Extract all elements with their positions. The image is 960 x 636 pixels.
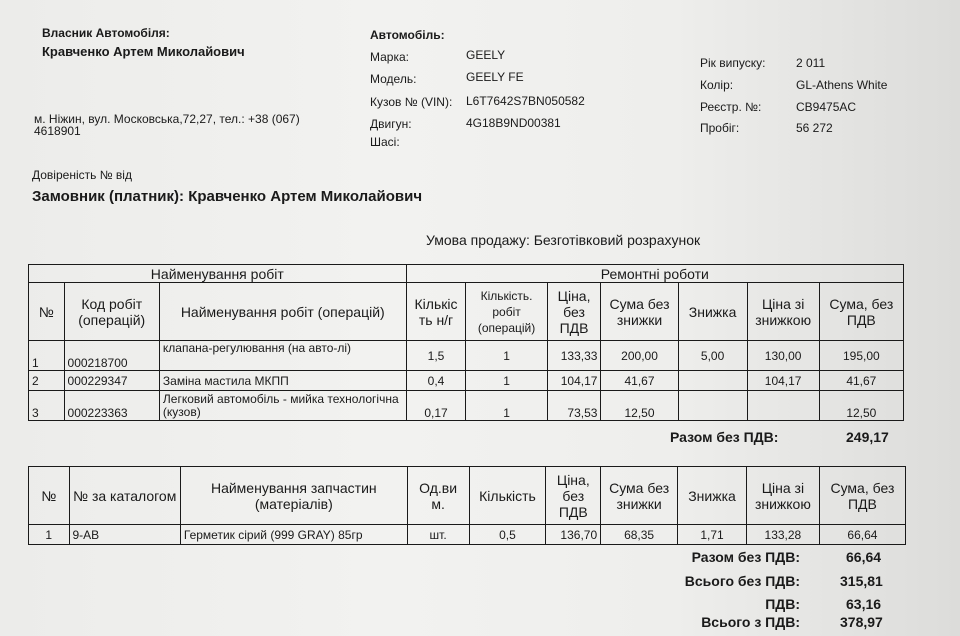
cell-unit: шт. xyxy=(407,525,469,545)
cell-num: 1 xyxy=(29,341,65,371)
vin-value: L6T7642S7BN050582 xyxy=(466,94,585,108)
owner-label: Власник Автомобіля: xyxy=(42,26,170,40)
total-value-2: 315,81 xyxy=(840,573,883,589)
works-h-sum: Сума без знижки xyxy=(601,283,678,341)
parts-h-pdisc: Ціна зі знижкою xyxy=(746,467,819,525)
cell-price: 133,33 xyxy=(547,341,601,371)
cell-total: 195,00 xyxy=(819,341,903,371)
parts-table xyxy=(28,466,906,545)
total-label-3: ПДВ: xyxy=(765,596,800,612)
chassis-label: Шасі: xyxy=(370,135,400,149)
cell-name: Легковий автомобіль - мийка технологічна (кузов) xyxy=(159,391,406,421)
works-h-num: № xyxy=(29,283,65,341)
reg-value: CB9475AC xyxy=(796,100,857,114)
cell-total: 41,67 xyxy=(819,371,903,391)
cell-pdisc: 133,28 xyxy=(746,525,819,545)
cell-code: 000223363 xyxy=(64,391,159,421)
engine-label: Двигун: xyxy=(370,117,412,131)
cell-total: 66,64 xyxy=(819,525,905,545)
mileage-label: Пробіг: xyxy=(700,121,740,135)
year-value: 2 011 xyxy=(796,56,826,70)
parts-h-name: Найменування запчастин (матеріалів) xyxy=(180,467,407,525)
cell-pdisc: 104,17 xyxy=(747,371,819,391)
cell-code: 000218700 xyxy=(64,341,159,371)
sale-condition: Умова продажу: Безготівковий розрахунок xyxy=(426,232,701,248)
engine-value: 4G18B9ND00381 xyxy=(466,116,561,130)
parts-h-total: Сума, без ПДВ xyxy=(819,467,905,525)
color-label: Колір: xyxy=(700,78,734,92)
cell-disc: 1,71 xyxy=(678,525,747,545)
cell-sum: 12,50 xyxy=(601,391,678,421)
works-h-pdisc: Ціна зі знижкою xyxy=(747,283,819,341)
parts-h-price: Ціна, без ПДВ xyxy=(546,467,601,525)
brand-label: Марка: xyxy=(370,50,409,64)
table-row xyxy=(29,341,904,371)
cell-cat: 9-АВ xyxy=(69,525,180,545)
total-value-3: 63,16 xyxy=(846,596,882,612)
cell-total: 12,50 xyxy=(819,391,903,421)
parts-h-num: № xyxy=(29,467,70,525)
total-value-1: 66,64 xyxy=(846,549,882,565)
cell-price: 136,70 xyxy=(546,525,601,545)
vin-label: Кузов № (VIN): xyxy=(370,95,453,109)
cell-sum: 200,00 xyxy=(601,341,678,371)
cell-disc: 5,00 xyxy=(678,341,747,371)
cell-count: 1 xyxy=(466,371,547,391)
mileage-value: 56 272 xyxy=(796,121,833,135)
works-subtotal-value: 249,17 xyxy=(846,429,889,445)
works-h-name: Найменування робіт (операцій) xyxy=(159,283,406,341)
cell-qty: 0,17 xyxy=(406,391,466,421)
total-label-1: Разом без ПДВ: xyxy=(691,549,800,565)
works-group1: Найменування робіт xyxy=(29,265,407,283)
cell-num: 2 xyxy=(29,371,65,391)
cell-price: 73,53 xyxy=(547,391,601,421)
model-label: Модель: xyxy=(370,72,417,86)
table-row xyxy=(29,371,904,391)
cell-num: 1 xyxy=(29,525,70,545)
table-row xyxy=(29,525,906,545)
parts-h-disc: Знижка xyxy=(678,467,747,525)
total-value-4: 378,97 xyxy=(840,614,883,630)
parts-h-qty: Кількість xyxy=(469,467,546,525)
brand-value: GEELY xyxy=(466,48,506,62)
works-table xyxy=(28,264,904,421)
owner-address: м. Ніжин, вул. Московська,72,27, тел.: +38 (067) xyxy=(34,112,300,126)
works-h-total: Сума, без ПДВ xyxy=(819,283,903,341)
cell-count: 1 xyxy=(466,391,547,421)
year-label: Рік випуску: xyxy=(700,56,766,70)
car-header: Автомобіль: xyxy=(370,28,445,42)
cell-name: Герметик сірий (999 GRAY) 85гр xyxy=(180,525,407,545)
cell-qty: 1,5 xyxy=(406,341,466,371)
total-label-4: Всього з ПДВ: xyxy=(701,614,800,630)
cell-num: 3 xyxy=(29,391,65,421)
cell-code: 000229347 xyxy=(64,371,159,391)
cell-qty: 0,4 xyxy=(406,371,466,391)
cell-qty: 0,5 xyxy=(469,525,546,545)
parts-h-sum: Сума без знижки xyxy=(601,467,678,525)
parts-h-cat: № за каталогом xyxy=(69,467,180,525)
works-h-disc: Знижка xyxy=(678,283,747,341)
works-h-price: Ціна, без ПДВ xyxy=(547,283,601,341)
owner-phone: 4618901 xyxy=(34,124,81,138)
cell-sum: 41,67 xyxy=(601,371,678,391)
table-row xyxy=(29,391,904,421)
works-subtotal-label: Разом без ПДВ: xyxy=(670,429,779,445)
cell-disc xyxy=(678,371,747,391)
cell-pdisc: 130,00 xyxy=(747,341,819,371)
model-value: GEELY FE xyxy=(466,70,524,84)
cell-sum: 68,35 xyxy=(601,525,678,545)
total-label-2: Всього без ПДВ: xyxy=(684,573,800,589)
owner-name: Кравченко Артем Миколайович xyxy=(42,44,245,59)
cell-pdisc xyxy=(747,391,819,421)
parts-h-unit: Од.ви м. xyxy=(407,467,469,525)
reg-label: Реєстр. №: xyxy=(700,100,762,114)
works-h-qty: Кількіс ть н/г xyxy=(406,283,466,341)
customer: Замовник (платник): Кравченко Артем Миколайович xyxy=(32,188,423,205)
cell-count: 1 xyxy=(466,341,547,371)
cell-name: клапана-регулювання (на авто-лі) xyxy=(159,341,406,371)
works-group2: Ремонтні роботи xyxy=(406,265,903,283)
works-h-code: Код робіт (операцій) xyxy=(64,283,159,341)
cell-name: Заміна мастила МКПП xyxy=(159,371,406,391)
works-h-count: Кількість. робіт (операцій) xyxy=(466,283,547,341)
power-of-attorney: Довіреність № від xyxy=(32,168,132,182)
color-value: GL-Athens White xyxy=(796,78,888,92)
cell-price: 104,17 xyxy=(547,371,601,391)
cell-disc xyxy=(678,391,747,421)
